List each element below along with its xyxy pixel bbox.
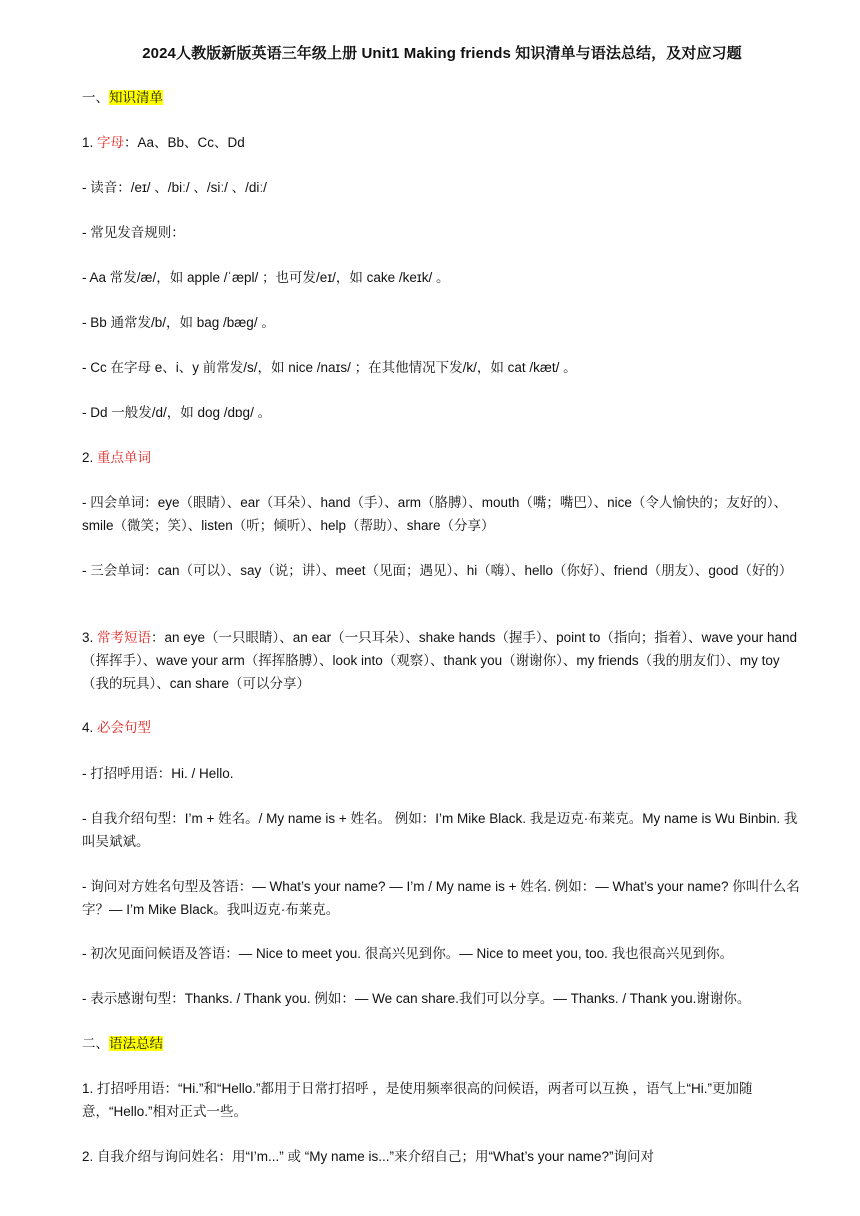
section-2-heading xyxy=(82,1032,163,1055)
item-4-heading xyxy=(82,716,151,739)
item-1-letters xyxy=(82,131,245,154)
section-2-title: 语法总结 xyxy=(109,1036,163,1051)
item-2-label: 重点单词 xyxy=(97,450,152,465)
thanks-sentence: - 表示感谢句型：Thanks. / Thank you. 例如：— We can share.我们可以分享。— Thanks. / Thank you.谢谢你。 xyxy=(82,991,751,1006)
first-meeting-sentence: - 初次见面问候语及答语：— Nice to meet you. 很高兴见到你。— Nice to meet you, too. 我也很高兴见到你。 xyxy=(82,946,734,961)
item-2-number: 2. xyxy=(82,450,98,465)
self-intro-sentence: - 自我介绍句型：I’m + 姓名。/ My name is + 姓名。 例如：I’m Mike Black. 我是迈克·布莱克。My name is Wu Binbin. 我叫吴斌斌。 xyxy=(82,811,798,849)
item-1-number: 1. xyxy=(82,135,98,150)
item-1-text: ：Aa、Bb、Cc、Dd xyxy=(124,135,245,150)
item-3-number: 3. xyxy=(82,630,98,645)
item-4-number: 4. xyxy=(82,720,98,735)
item-1-label: 字母 xyxy=(97,135,125,150)
rule-dd: - Dd 一般发/d/，如 dog /dɒɡ/ 。 xyxy=(82,405,272,420)
greeting-sentence: - 打招呼用语：Hi. / Hello. xyxy=(82,766,234,781)
rules-heading: - 常见发音规则： xyxy=(82,225,185,240)
rule-cc: - Cc 在字母 e、i、y 前常发/s/，如 nice /naɪs/ ；在其他情况下发/k/，如 cat /kæt/ 。 xyxy=(82,360,577,375)
grammar-point-1: 1. 打招呼用语：“Hi.”和“Hello.”都用于日常打招呼 ，是使用频率很高的问候语，两者可以互换 ，语气上“Hi.”更加随意，“Hello.”相对正式一些。 xyxy=(82,1081,753,1119)
three-skill-words: - 三会单词：can（可以）、say（说；讲）、meet（见面；遇见）、hi（嗨）、hello（你好）、friend（朋友）、good（好的） xyxy=(82,563,793,578)
section-1-prefix: 一、 xyxy=(82,90,109,105)
item-2-heading xyxy=(82,446,151,469)
pronunciation-line: - 读音：/eɪ/ 、/biː/ 、/siː/ 、/diː/ xyxy=(82,180,267,195)
section-1-title: 知识清单 xyxy=(109,90,163,105)
item-3-text: ：an eye（一只眼睛）、an ear（一只耳朵）、shake hands（握手）、point to（指向；指着）、wave your hand（挥挥手）、wave your arm（挥挥胳膊）、look into（观察）、thank you（谢谢你）、my friends（我的朋友们）、my toy（我的玩具）、can share（可以分享） xyxy=(82,630,797,691)
document-title: 2024人教版新版英语三年级上册 Unit1 Making friends 知识清单与语法总结，及对应习题 xyxy=(142,45,742,62)
grammar-point-2: 2. 自我介绍与询问姓名：用“I’m...” 或 “My name is...”来介绍自己；用“What’s your name?”询问对 xyxy=(82,1149,655,1164)
four-skill-words: - 四会单词：eye（眼睛）、ear（耳朵）、hand（手）、arm（胳膊）、mouth（嘴；嘴巴）、nice（令人愉快的；友好的）、smile（微笑；笑）、listen（听；倾听）、help（帮助）、share（分享） xyxy=(82,495,788,533)
ask-name-sentence: - 询问对方姓名句型及答语：— What’s your name? — I’m / My name is + 姓名. 例如：— What’s your name? 你叫什么名字？— I’m Mike Black。我叫迈克·布莱克。 xyxy=(82,879,800,917)
section-1-heading xyxy=(82,86,163,109)
item-3-label: 常考短语 xyxy=(97,630,152,645)
rule-bb: - Bb 通常发/b/，如 bag /bæɡ/ 。 xyxy=(82,315,275,330)
item-3-phrases xyxy=(82,626,804,695)
section-2-prefix: 二、 xyxy=(82,1036,109,1051)
rule-aa: - Aa 常发/æ/，如 apple /ˈæpl/ ；也可发/eɪ/，如 cake /keɪk/ 。 xyxy=(82,270,450,285)
item-4-label: 必会句型 xyxy=(97,720,152,735)
